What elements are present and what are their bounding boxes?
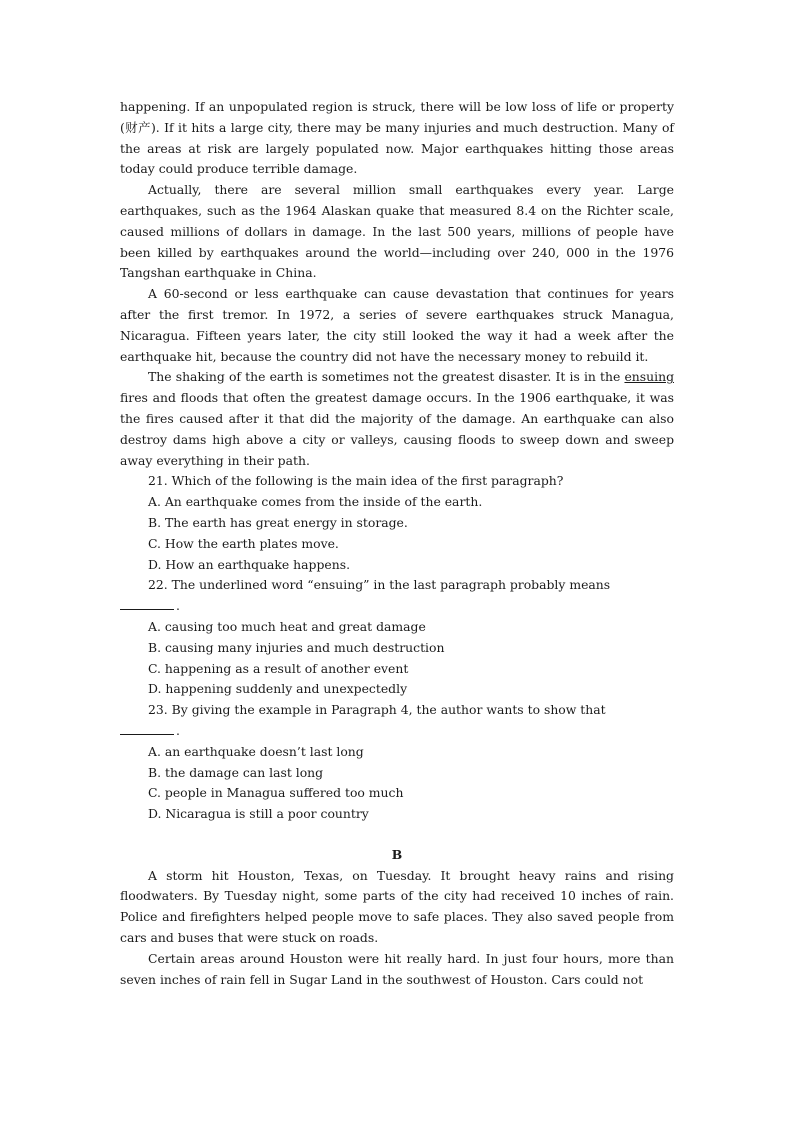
section-b-paragraph-2: Certain areas around Houston were hit really hard. In just four hours, more than seven inches of rain fell in Sugar Land in the southwest of Houston. Cars could not	[120, 950, 674, 987]
paragraph-4-text-start: The shaking of the earth is sometimes not the greatest disaster. It is in the	[148, 369, 625, 385]
question-22-option-c: C. happening as a result of another event	[148, 660, 409, 676]
passage-a-paragraph-4	[120, 367, 674, 471]
question-23-option-d: D. Nicaragua is still a poor country	[148, 806, 369, 822]
section-b-heading: B	[391, 846, 403, 862]
section-b-paragraph-1: A storm hit Houston, Texas, on Tuesday. It brought heavy rains and rising floodwaters. By Tuesday night, some parts of the city had received 10 inches of rain. Police and firefighters helped people move to safe places. They also saved people from cars and buses that were stuck on roads.	[120, 867, 674, 946]
underlined-word: ensuing	[624, 369, 674, 385]
question-22-option-d: D. happening suddenly and unexpectedly	[148, 681, 408, 697]
question-23-blank-line: .	[120, 721, 674, 742]
question-21-option-d: D. How an earthquake happens.	[148, 556, 351, 572]
question-22-option-a: A. causing too much heat and great damage	[148, 618, 426, 634]
question-21-stem: 21. Which of the following is the main idea of the first paragraph?	[148, 473, 564, 489]
passage-a-paragraph-3: A 60-second or less earthquake can cause devastation that continues for years after the first tremor. In 1972, a series of severe earthquakes struck Managua, Nicaragua. Fifteen years later, the city still looked the way it had a week after the earthquake hit, because the country did not have the necessary money to rebuild it.	[120, 286, 674, 364]
question-22-blank-line: .	[120, 596, 674, 617]
answer-blank	[120, 722, 174, 735]
passage-a-paragraph-2: Actually, there are several million small earthquakes every year. Large earthquakes, such as the 1964 Alaskan quake that measured 8.4 on the Richter scale, caused millions of dollars in damage. In the last 500 years, millions of people have been killed by earthquakes around the world—including over 240, 000 in the 1976 Tangshan earthquake in China.	[120, 182, 674, 281]
question-23-option-a: A. an earthquake doesn’t last long	[148, 743, 364, 759]
document-page	[120, 97, 674, 990]
question-23-option-b: B. the damage can last long	[148, 764, 324, 780]
paragraph-4-text-end: fires and floods that often the greatest damage occurs. In the 1906 earthquake, it was the fires caused after it that did the majority of the damage. An earthquake can also destroy dams high above a city or valleys, causing floods to sweep down and sweep away everything in their path.	[120, 390, 674, 468]
passage-a-paragraph-1: happening. If an unpopulated region is struck, there will be low loss of life or property (财产). If it hits a large city, there may be many injuries and much destruction. Many of the areas at risk are largely populated now. Major earthquakes hitting those areas today could produce terrible damage.	[120, 99, 674, 177]
question-21-option-b: B. The earth has great energy in storage.	[148, 514, 408, 530]
question-21-option-c: C. How the earth plates move.	[148, 535, 339, 551]
question-22-stem: 22. The underlined word “ensuing” in the last paragraph probably means	[148, 577, 611, 593]
answer-blank	[120, 597, 174, 610]
question-22-option-b: B. causing many injuries and much destruction	[148, 639, 445, 655]
question-23-option-c: C. people in Managua suffered too much	[148, 785, 404, 801]
question-23-stem: 23. By giving the example in Paragraph 4, the author wants to show that	[148, 702, 606, 718]
question-21-option-a: A. An earthquake comes from the inside of the earth.	[148, 494, 483, 510]
